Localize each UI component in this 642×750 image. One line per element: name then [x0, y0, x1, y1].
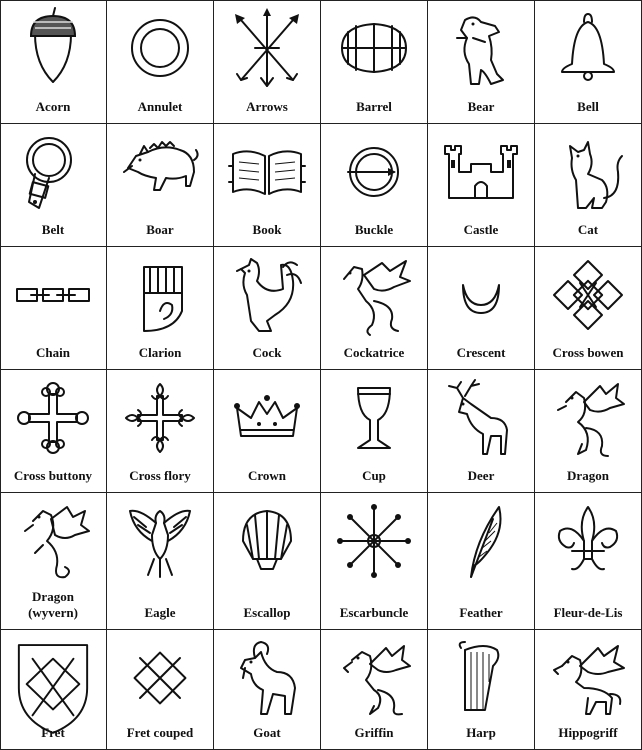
charge-label: Acorn: [35, 99, 71, 114]
charge-label: Crown: [247, 468, 287, 483]
charge-label: Annulet: [137, 99, 183, 114]
charge-label: Belt: [41, 222, 65, 237]
charge-cell-bear: [428, 0, 535, 124]
cross-buttony-icon: [13, 378, 93, 458]
fret-icon: [13, 638, 93, 738]
charge-cell-escallop: [214, 493, 321, 630]
charge-label: Escarbuncle: [339, 605, 409, 620]
charge-cell-deer: [428, 370, 535, 493]
charge-cell-clarion: [107, 247, 214, 370]
annulet-icon: [120, 8, 200, 88]
charge-label: Cup: [362, 468, 386, 483]
charge-label: Book: [252, 222, 282, 237]
charge-cell-book: [214, 124, 321, 247]
charge-label: Deer: [467, 468, 495, 483]
charge-label: Castle: [463, 222, 499, 237]
charge-cell-boar: [107, 124, 214, 247]
charge-label: Clarion: [138, 345, 182, 360]
clarion-icon: [120, 255, 200, 335]
fret-couped-icon: [120, 638, 200, 718]
feather-icon: [441, 501, 521, 581]
charge-cell-fret: [0, 630, 107, 750]
charge-cell-acorn: [0, 0, 107, 124]
charge-cell-goat: [214, 630, 321, 750]
barrel-icon: [334, 8, 414, 88]
charge-cell-cock: [214, 247, 321, 370]
charge-label: Cross bowen: [552, 345, 624, 360]
charge-label: Fret: [41, 725, 65, 740]
charge-cell-barrel: [321, 0, 428, 124]
escallop-icon: [227, 501, 307, 581]
charge-cell-escarbuncle: [321, 493, 428, 630]
charge-label: Bell: [577, 99, 599, 114]
charge-label: Griffin: [354, 725, 394, 740]
arrows-icon: [227, 8, 307, 88]
boar-icon: [120, 132, 200, 212]
cockatrice-icon: [334, 255, 414, 335]
cross-flory-icon: [120, 378, 200, 458]
book-icon: [227, 132, 307, 212]
belt-icon: [13, 132, 93, 212]
charge-cell-cat: [535, 124, 642, 247]
charge-cell-cross-bowen: [535, 247, 642, 370]
charge-cell-belt: [0, 124, 107, 247]
charge-cell-cockatrice: [321, 247, 428, 370]
charge-cell-dragon: [535, 370, 642, 493]
cat-icon: [548, 132, 628, 212]
charge-label: Arrows: [246, 99, 288, 114]
hippogriff-icon: [548, 638, 628, 718]
charge-label: Chain: [36, 345, 70, 360]
charge-cell-feather: [428, 493, 535, 630]
charge-cell-harp: [428, 630, 535, 750]
charge-label: Cat: [577, 222, 599, 237]
charge-cell-crescent: [428, 247, 535, 370]
bear-icon: [441, 8, 521, 88]
crescent-icon: [441, 255, 521, 335]
griffin-icon: [334, 638, 414, 718]
charge-cell-arrows: [214, 0, 321, 124]
charge-cell-cross-flory: [107, 370, 214, 493]
cock-icon: [227, 255, 307, 335]
fleur-de-lis-icon: [548, 501, 628, 581]
charge-label: Crescent: [456, 345, 506, 360]
cup-icon: [334, 378, 414, 458]
castle-icon: [441, 132, 521, 212]
charge-cell-chain: [0, 247, 107, 370]
charge-label: Feather: [459, 605, 503, 620]
cross-bowen-icon: [548, 255, 628, 335]
charge-label: Goat: [253, 725, 281, 740]
charge-label: Cockatrice: [343, 345, 405, 360]
charge-cell-castle: [428, 124, 535, 247]
bell-icon: [548, 8, 628, 88]
charge-label: Eagle: [144, 605, 176, 620]
charge-label: Bear: [467, 99, 495, 114]
charge-cell-annulet: [107, 0, 214, 124]
charge-cell-bell: [535, 0, 642, 124]
charge-cell-eagle: [107, 493, 214, 630]
deer-icon: [441, 378, 521, 458]
charge-label: Barrel: [356, 99, 392, 114]
charge-label: Harp: [466, 725, 496, 740]
charge-cell-fleur-de-lis: [535, 493, 642, 630]
charge-label: Cross buttony: [13, 468, 93, 483]
charge-label: Cross flory: [129, 468, 191, 483]
charge-cell-cup: [321, 370, 428, 493]
charge-label: Dragon (wyvern): [28, 589, 78, 620]
charge-label: Buckle: [354, 222, 394, 237]
buckle-icon: [334, 132, 414, 212]
charge-label: Hippogriff: [558, 725, 618, 740]
charge-cell-crown: [214, 370, 321, 493]
charge-cell-cross-buttony: [0, 370, 107, 493]
charge-label: Dragon: [567, 468, 609, 483]
charge-cell-hippogriff: [535, 630, 642, 750]
charge-cell-dragon-wyvern: [0, 493, 107, 630]
charge-cell-buckle: [321, 124, 428, 247]
acorn-icon: [13, 8, 93, 88]
chain-icon: [13, 255, 93, 335]
charge-cell-griffin: [321, 630, 428, 750]
charge-label: Fret couped: [126, 725, 194, 740]
crown-icon: [227, 378, 307, 458]
charge-label: Fleur-de-Lis: [553, 605, 623, 620]
charge-label: Escallop: [243, 605, 291, 620]
charge-cell-fret-couped: [107, 630, 214, 750]
charge-label: Cock: [252, 345, 282, 360]
escarbuncle-icon: [334, 501, 414, 581]
wyvern-icon: [13, 501, 93, 581]
harp-icon: [441, 638, 521, 718]
dragon-icon: [548, 378, 628, 458]
goat-icon: [227, 638, 307, 718]
charge-label: Boar: [146, 222, 174, 237]
eagle-icon: [120, 501, 200, 581]
